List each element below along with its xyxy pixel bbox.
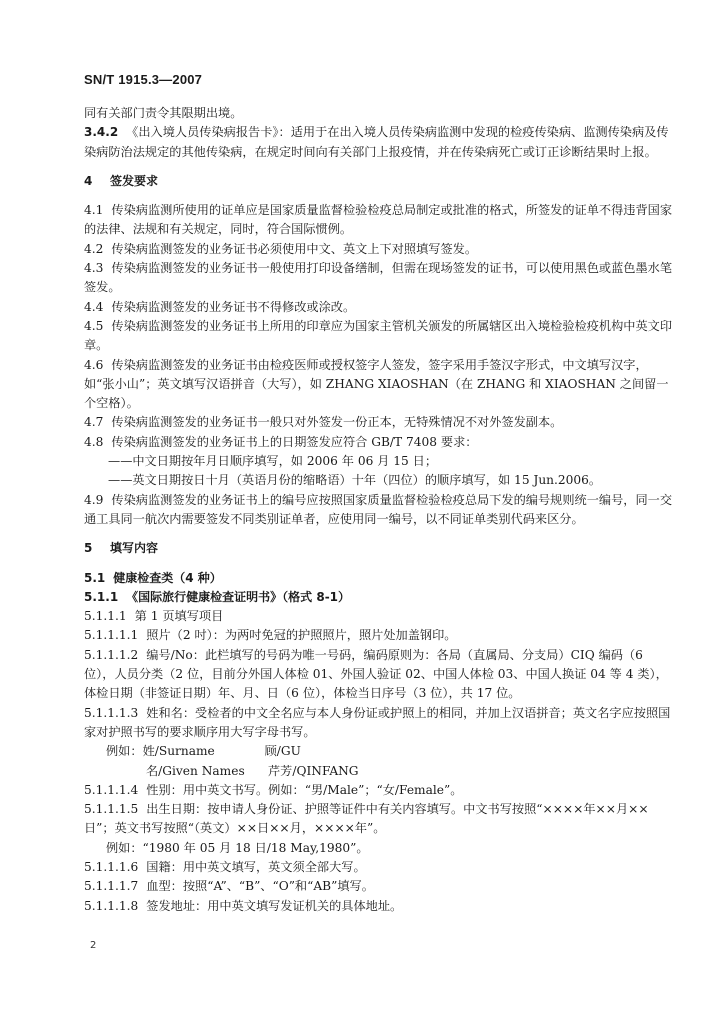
section-5-1-1-heading: 5.1.1 《国际旅行健康检查证明书》（格式 8-1） [84,589,351,604]
standard-number: SN/T 1915.3—2007 [84,72,203,87]
clause-5-1-1-1-2: 5.1.1.1.2 编号/No：此栏填写的号码为唯一号码，编码原则为：各局（直属局、分支局）CIQ 编码（6 位），人员分类（2 位，目前分外国人体检 01、外国人验证 02、中国人体检 03、中国人换证 04 等 4 类），体检日期（非签证日期）年、月、日（6 位），体检当日序号（3 位），共 17 位。 [84,647,668,701]
clause-4-1: 4.1 传染病监测所使用的证单应是国家质量监督检验检疫总局制定或批准的格式，所签发的证单不得违背国家的法律、法规和有关规定，同时，符合国际惯例。 [84,203,673,237]
paragraph-continuation: 同有关部门责令其限期出境。 [84,106,243,120]
clause-4-8: 4.8 传染病监测签发的业务证书上的日期签发应符合 GB/T 7408 要求： [84,434,478,449]
clause-5-1-1-1-4: 5.1.1.1.4 性别：用中英文书写。例如：“男/Male”；“女/Female”。 [84,782,463,797]
clause-4-8-dash-2: ——英文日期按日十月（英语月份的缩略语）十年（四位）的顺序填写，如 15 Jun.2006。 [108,473,602,488]
section-4-heading: 4 签发要求 [84,173,159,188]
name-example-row-1: 例如：姓/Surname 顾/GU [106,744,301,759]
body-text [84,104,674,916]
clause-5-1-1-1-7: 5.1.1.1.7 血型：按照“A”、“B”、“O”和“AB”填写。 [84,879,374,894]
clause-4-7: 4.7 传染病监测签发的业务证书一般只对外签发一份正本，无特殊情况不对外签发副本。 [84,415,563,430]
birth-date-example: 例如：“1980 年 05 月 18 日/18 May,1980”。 [106,840,369,855]
clause-4-6: 4.6 传染病监测签发的业务证书由检疫医师或授权签字人签发，签字采用手签汉字形式，中文填写汉字，如“张小山”；英文填写汉语拼音（大写），如 ZHANG XIAOSHAN（在 ZHANG 和 XIAOSHAN 之间留一个空格）。 [84,357,669,411]
page-number: 2 [90,940,97,951]
clause-5-1-1-1-6: 5.1.1.1.6 国籍：用中英文填写，英文须全部大写。 [84,859,366,874]
clause-3-4-2: 3.4.2 《出入境人员传染病报告卡》：适用于在出入境人员传染病监测中发现的检疫传染病、监测传染病及传染病防治法规定的其他传染病，在规定时间向有关部门上报疫情，并在传染病死亡或订正诊断结果时上报。 [84,125,669,159]
clause-5-1-1-1-3: 5.1.1.1.3 姓和名：受检者的中文全名应与本人身份证或护照上的相同，并加上汉语拼音；英文名字应按照国家对护照书写的要求顺序用大写字母书写。 [84,705,671,739]
section-5-heading: 5 填写内容 [84,541,159,556]
clause-4-9: 4.9 传染病监测签发的业务证书上的编号应按照国家质量监督检验检疫总局下发的编号规则统一编号，同一交通工具同一航次内需要签发不同类别证单者，应使用同一编号，以不同证单类别代码来区分。 [84,492,673,526]
clause-5-1-1-1-5: 5.1.1.1.5 出生日期：按申请人身份证、护照等证件中有关内容填写。中文书写按照“××××年××月××日”；英文书写按照“（英文）××日××月，××××年”。 [84,802,649,836]
section-5-1-heading: 5.1 健康检查类（4 种） [84,570,222,585]
name-example-row-2: 名/Given Names 芹芳/QINFANG [146,763,359,778]
clause-4-2: 4.2 传染病监测签发的业务证书必须使用中文、英文上下对照填写签发。 [84,241,478,256]
clause-5-1-1-1: 5.1.1.1 第 1 页填写项目 [84,609,224,624]
clause-5-1-1-1-8: 5.1.1.1.8 签发地址：用中英文填写发证机关的具体地址。 [84,898,403,913]
clause-4-4: 4.4 传染病监测签发的业务证书不得修改或涂改。 [84,299,356,314]
clause-4-3: 4.3 传染病监测签发的业务证书一般使用打印设备缮制，但需在现场签发的证书，可以使用黑色或蓝色墨水笔签发。 [84,261,673,295]
clause-5-1-1-1-1: 5.1.1.1.1 照片（2 吋）：为两吋免冠的护照照片，照片处加盖钢印。 [84,628,457,643]
clause-4-8-dash-1: ——中文日期按年月日顺序填写，如 2006 年 06 月 15 日； [108,454,438,469]
clause-4-5: 4.5 传染病监测签发的业务证书上所用的印章应为国家主管机关颁发的所属辖区出入境检验检疫机构中英文印章。 [84,318,673,353]
